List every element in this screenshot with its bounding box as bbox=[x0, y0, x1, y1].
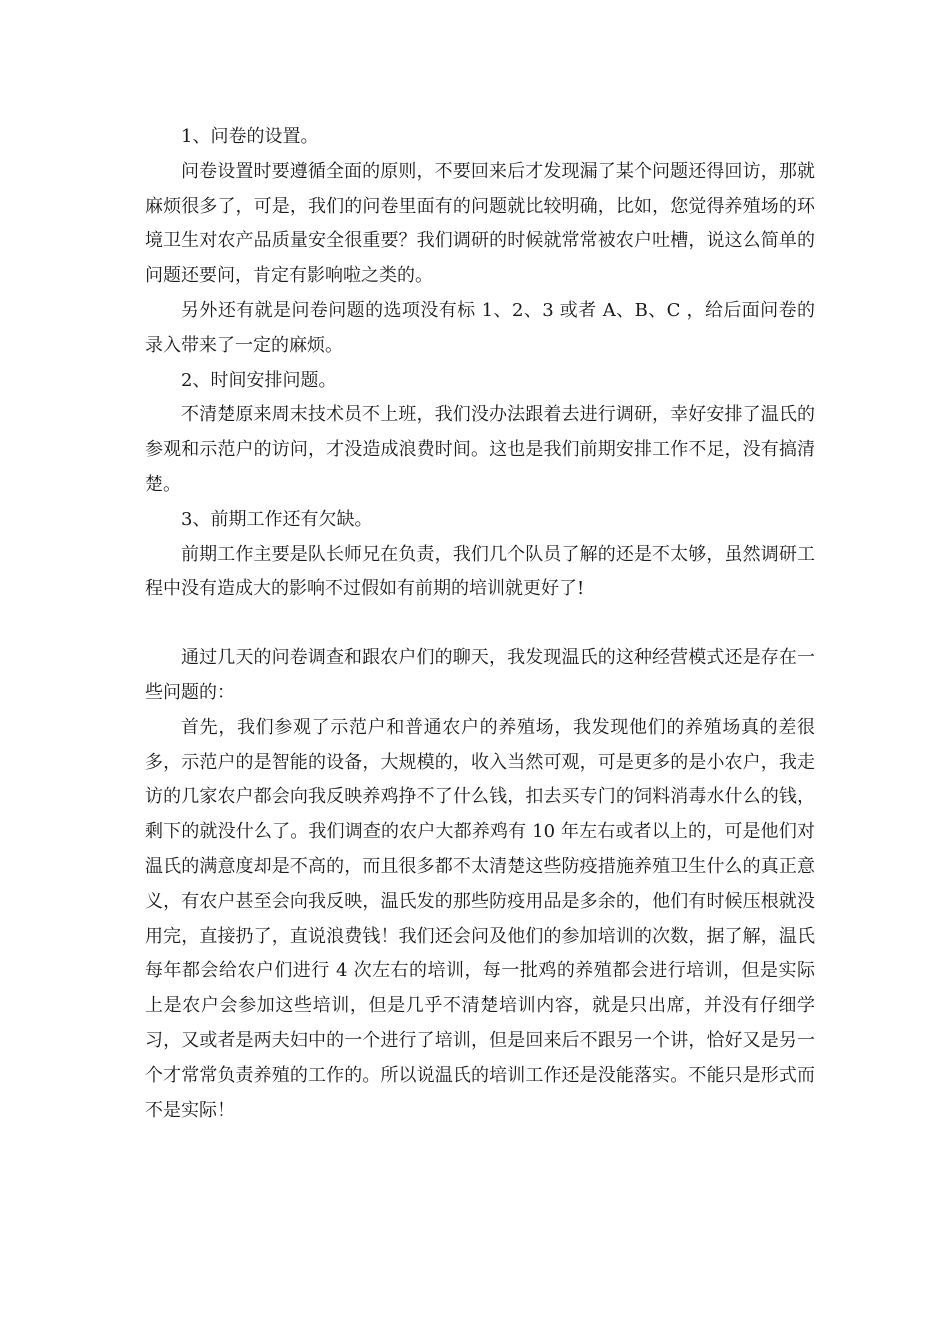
section-heading-preparation: 3、前期工作还有欠缺。 bbox=[181, 508, 373, 530]
paragraph-questionnaire-principle: 问卷设置时要遵循全面的原则，不要回来后才发现漏了某个问题还得回访，那就麻烦很多了，可是，我们的问卷里面有的问题就比较明确，比如，您觉得养殖场的环境卫生对农产品质量安全很重要？我们调研的时候就常常被农户吐槽，说这么简单的问题还要问，肯定有影响啦之类的。 bbox=[145, 160, 815, 287]
paragraph-spacer bbox=[145, 607, 815, 641]
document-body bbox=[145, 120, 815, 1128]
paragraph-preparation: 前期工作主要是队长师兄在负责，我们几个队员了解的还是不太够，虽然调研工程中没有造成大的影响不过假如有前期的培训就更好了! bbox=[145, 543, 815, 600]
paragraph-findings-intro: 通过几天的问卷调查和跟农户们的聊天，我发现温氏的这种经营模式还是存在一些问题的： bbox=[145, 647, 815, 703]
paragraph-time-arrangement: 不清楚原来周末技术员不上班，我们没办法跟着去进行调研，幸好安排了温氏的参观和示范户的访问，才没造成浪费时间。这也是我们前期安排工作不足，没有搞清楚。 bbox=[145, 404, 815, 495]
section-heading-questionnaire: 1、问卷的设置。 bbox=[181, 126, 319, 147]
paragraph-findings-detail: 首先，我们参观了示范户和普通农户的养殖场，我发现他们的养殖场真的差很多，示范户的是智能的设备，大规模的，收入当然可观，可是更多的是小农户，我走访的几家农户都会向我反映养鸡挣不了什么钱，扣去买专门的饲料消毒水什么的钱，剩下的就没什么了。我们调查的农户大都养鸡有 10 年左右或者以上的，可是他们对温氏的满意度却是不高的，而且很多都不太清楚这些防疫措施养殖卫生什么的真正意义，有农户甚至会向我反映，温氏发的那些防疫用品是多余的，他们有时候压根就没用完，直接扔了，直说浪费钱！我们还会问及他们的参加培训的次数，据了解，温氏每年都会给农户们进行 4 次左右的培训，每一批鸡的养殖都会进行培训，但是实际上是农户会参加这些培训，但是几乎不清楚培训内容，就是只出席，并没有仔细学习，又或者是两夫妇中的一个进行了培训，但是回来后不跟另一个讲，恰好又是另一个才常常负责养殖的工作的。所以说温氏的培训工作还是没能落实。不能只是形式而不是实际！ bbox=[145, 716, 815, 1121]
section-heading-time-arrangement: 2、时间安排问题。 bbox=[181, 369, 337, 391]
paragraph-questionnaire-options: 另外还有就是问卷问题的选项没有标 1、2、3 或者 A、B、C ，给后面问卷的录入带来了一定的麻烦。 bbox=[145, 299, 815, 356]
